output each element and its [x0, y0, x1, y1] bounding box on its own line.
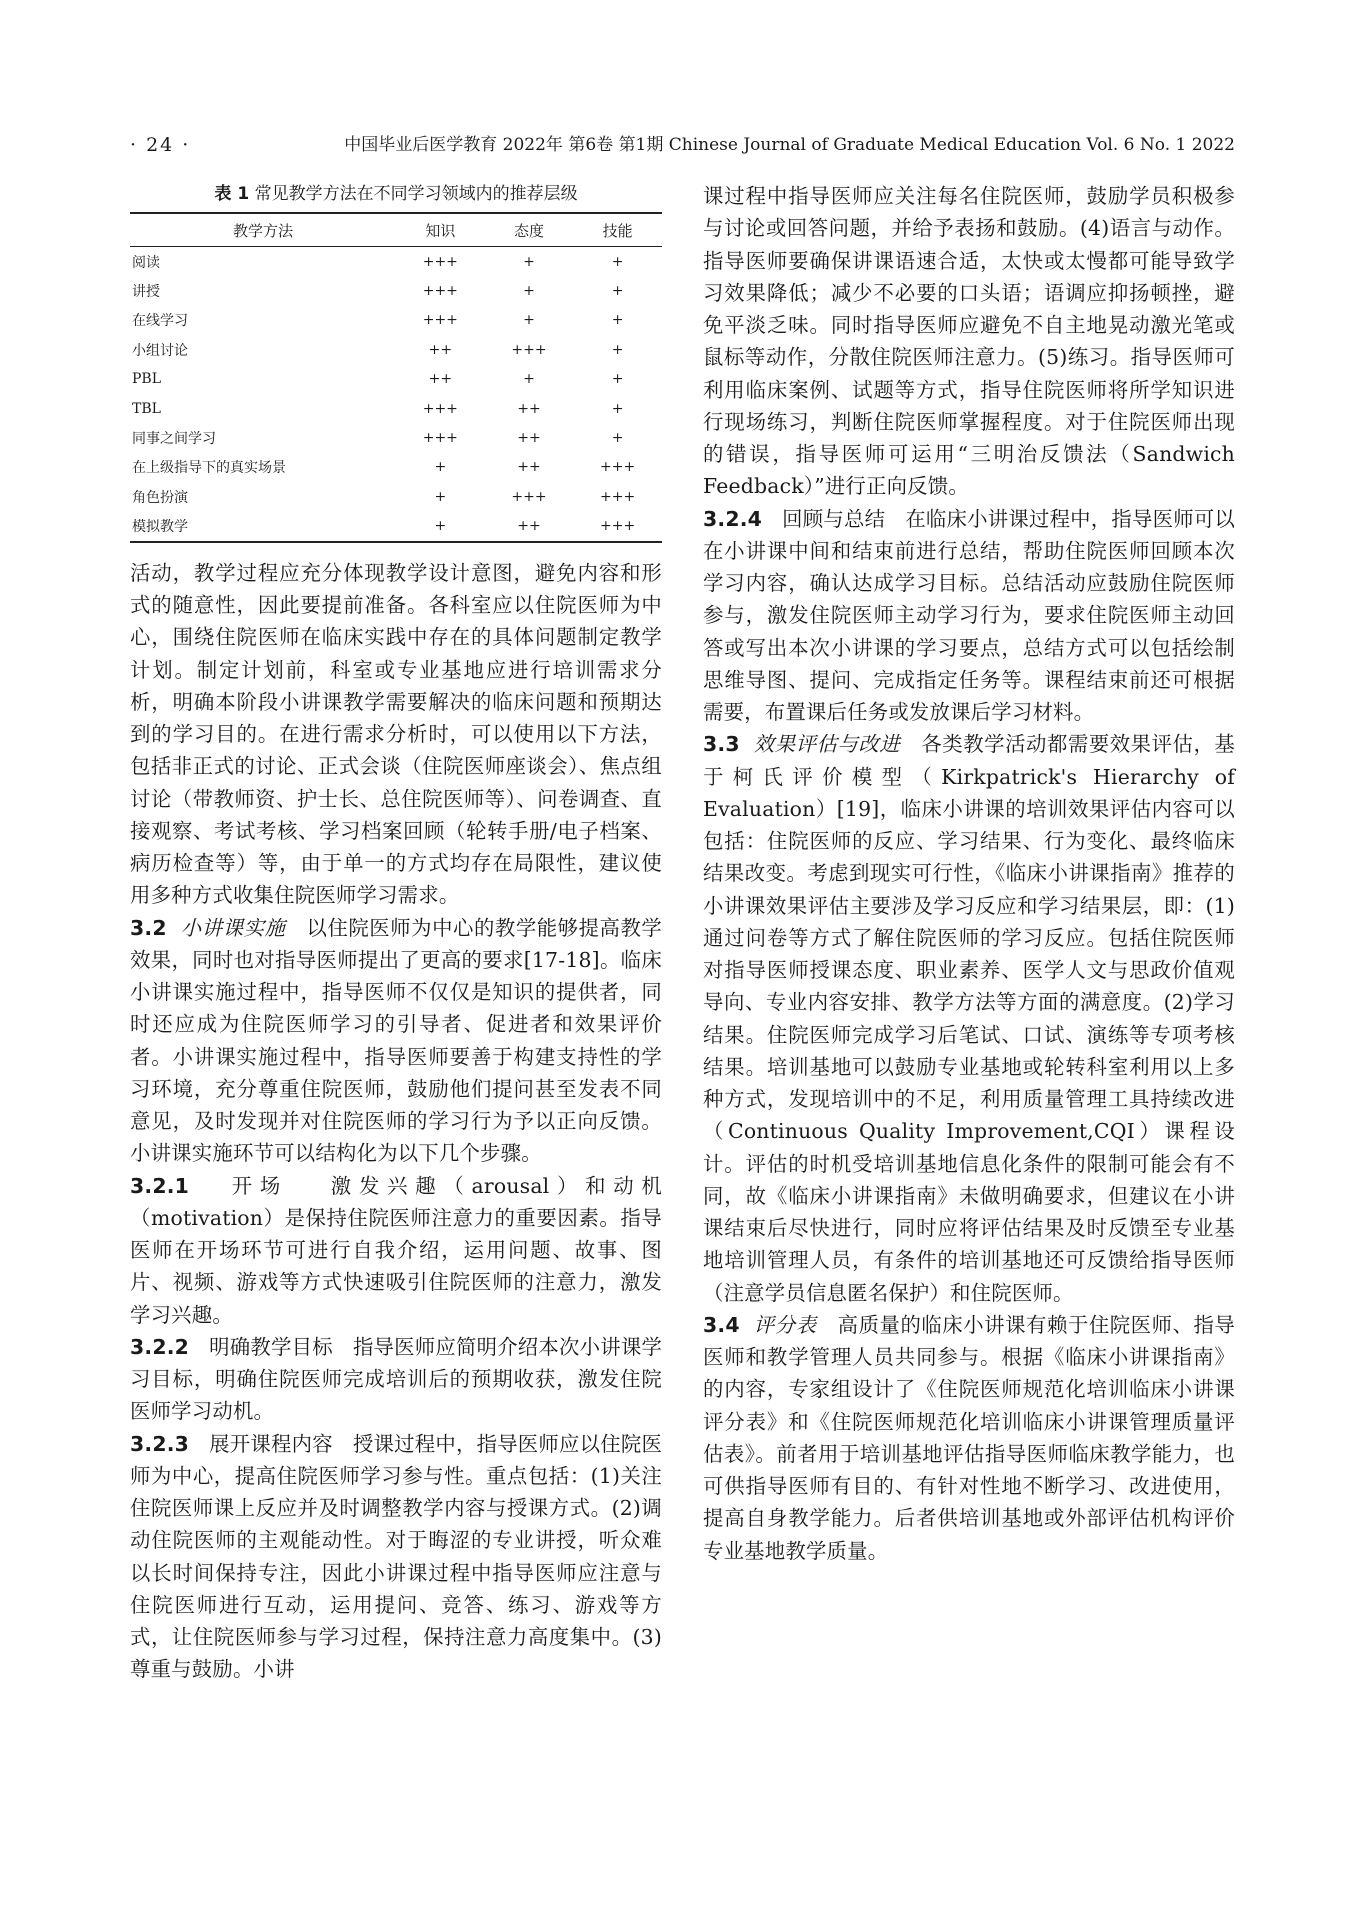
right-column [703, 180, 1235, 1567]
section-number: 3.3 [703, 732, 740, 757]
section-title: 评分表 [753, 1312, 817, 1337]
table-cell: + [523, 283, 535, 300]
table-cell: + [434, 459, 447, 476]
table-cell: +++ [422, 253, 458, 270]
paragraph: 活动，教学过程应充分体现教学设计意图，避免内容和形式的随意性，因此要提前准备。各科室应以住院医师为中心，围绕住院医师在临床实践中存在的具体问题制定教学计划。制定计划前，科室或专业基地应进行培训需求分析，明确本阶段小讲课教学需要解决的临床问题和预期达到的学习目的。在进行需求分析时，可以使用以下方法，包括非正式的讨论、正式会谈（住院医师座谈会）、焦点组讨论（带教师资、护士长、总住院医师等）、问卷调查、直接观察、考试考核、学习档案回顾（轮转手册/电子档案、病历检查等）等，由于单一的方式均存在局限性，建议使用多种方式收集住院医师学习需求。 [130, 560, 662, 908]
journal-title: 中国毕业后医学教育 2022年 第6卷 第1期 Chinese Journal of Graduate Medical Education Vol. 6 No. 1 2022 [344, 135, 1235, 155]
table-cell: +++ [600, 459, 636, 476]
table-cell: PBL [132, 371, 162, 388]
section-title: 明确教学目标 [209, 1334, 333, 1359]
table-header-cell: 技能 [573, 213, 662, 247]
section-3-2-2 [130, 1331, 662, 1428]
table-cell: 在上级指导下的真实场景 [132, 460, 286, 477]
table-cell: ++ [517, 400, 541, 417]
section-number: 3.2 [130, 915, 167, 940]
table-cell: ++ [428, 371, 453, 388]
table-cell: + [611, 312, 624, 329]
table-cell: ++ [428, 341, 453, 358]
table-row [130, 276, 662, 305]
section-3-4 [703, 1309, 1235, 1567]
table-cell: +++ [422, 283, 458, 300]
section-3-2-4 [703, 503, 1235, 729]
table-header-cell: 教学方法 [130, 213, 396, 247]
section-text: 指导医师应简明介绍本次小讲课学习目标，明确住院医师完成培训后的预期收获，激发住院医师学习动机。 [130, 1334, 663, 1424]
table-cell: +++ [511, 341, 547, 358]
table-header-cell: 知识 [396, 213, 485, 247]
table-row [130, 423, 662, 452]
running-header [130, 130, 1235, 160]
section-number: 3.2.1 [130, 1173, 190, 1198]
table-row [130, 512, 662, 542]
table-row [130, 394, 662, 423]
section-3-2-1 [130, 1170, 662, 1331]
table-cell: 小组讨论 [132, 342, 188, 359]
table-cell: ++ [485, 512, 574, 542]
table-cell: 在线学习 [132, 313, 188, 330]
section-title: 回顾与总结 [782, 506, 886, 531]
table-label: 表 1 [214, 184, 250, 204]
section-number: 3.2.2 [130, 1334, 190, 1359]
section-text: 以住院医师为中心的教学能够提高教学效果，同时也对指导医师提出了更高的要求[17-18]。临床小讲课实施过程中，指导医师不仅仅是知识的提供者，同时还应成为住院医师学习的引导者、促进者和效果评价者。小讲课实施过程中，指导医师要善于构建支持性的学习环境，充分尊重住院医师，鼓励他们提问甚至发表不同意见，及时发现并对住院医师的学习行为予以正向反馈。小讲课实施环节可以结构化为以下几个步骤。 [130, 915, 662, 1166]
section-3-2-3 [130, 1428, 662, 1686]
table-row [130, 306, 662, 335]
table-cell: + [523, 312, 535, 329]
section-text: 各类教学活动都需要效果评估，基于柯氏评价模型（Kirkpatrick's Hierarchy of Evaluation）[19]，临床小讲课的培训效果评估内容可以包括：住院医师的反应、学习结果、行为变化、最终临床结果改变。考虑到现实可行性，《临床小讲课指南》推荐的小讲课效果评估主要涉及学习反应和学习结果层，即：(1)通过问卷等方式了解住院医师的学习反应。包括住院医师对指导医师授课态度、职业素养、医学人文与思政价值观导向、专业内容安排、教学方法等方面的满意度。(2)学习结果。住院医师完成学习后笔试、口试、演练等专项考核结果。培训基地可以鼓励专业基地或轮转科室利用以上多种方式，发现培训中的不足，利用质量管理工具持续改进（Continuous Quality Improvement,CQI）课程设计。评估的时机受培训基地信息化条件的限制可能会有不同，故《临床小讲课指南》未做明确要求，但建议在小讲课结束后尽快进行，同时应将评估结果及时反馈至专业基地培训管理人员，有条件的培训基地还可反馈给指导医师（注意学员信息匿名保护）和住院医师。 [703, 732, 1235, 1305]
section-title: 展开课程内容 [209, 1431, 333, 1456]
table-cell: +++ [422, 400, 458, 417]
section-number: 3.4 [703, 1312, 740, 1337]
recommendation-table [130, 212, 662, 543]
section-3-3 [703, 728, 1235, 1309]
table-cell: +++ [511, 488, 547, 505]
paragraph: 课过程中指导医师应关注每名住院医师，鼓励学员积极参与讨论或回答问题，并给予表扬和鼓励。(4)语言与动作。指导医师要确保讲课语速合适，太快或太慢都可能导致学习效果降低；减少不必要的口头语；语调应抑扬顿挫，避免平淡乏味。同时指导医师应避免不自主地晃动激光笔或鼠标等动作，分散住院医师注意力。(5)练习。指导医师可利用临床案例、试题等方式，指导住院医师将所学知识进行现场练习，判断住院医师掌握程度。对于住院医师出现的错误，指导医师可运用“三明治反馈法（Sandwich Feedback）”进行正向反馈。 [703, 184, 1235, 499]
table-cell: + [523, 253, 535, 270]
table-row [130, 365, 662, 394]
table-header-row [130, 213, 662, 247]
page-number: · 24 · [130, 134, 191, 156]
section-text: 激发兴趣（arousal）和动机（motivation）是保持住院医师注意力的重要因素。指导医师在开场环节可进行自我介绍，运用问题、故事、图片、视频、游戏等方式快速吸引住院医师的注意力，激发学习兴趣。 [130, 1173, 662, 1327]
table-cell: 同事之间学习 [132, 431, 216, 448]
table-cell: + [611, 341, 624, 358]
section-3-2 [130, 912, 662, 1170]
table-cell: TBL [132, 400, 161, 417]
table-cell: + [611, 253, 624, 270]
table-cell: + [611, 371, 624, 388]
section-number: 3.2.3 [130, 1431, 190, 1456]
section-title: 开场 [231, 1173, 289, 1198]
table-cell: +++ [422, 312, 458, 329]
section-number: 3.2.4 [703, 506, 763, 531]
left-column [130, 180, 662, 1686]
table-cell: + [611, 400, 624, 417]
table-cell: + [434, 488, 447, 505]
table-cell: +++ [422, 430, 458, 447]
table-body [130, 247, 662, 542]
table-cell: ++ [517, 459, 541, 476]
section-text: 高质量的临床小讲课有赖于住院医师、指导医师和教学管理人员共同参与。根据《临床小讲课指南》的内容，专家组设计了《住院医师规范化培训临床小讲课评分表》和《住院医师规范化培训临床小讲课管理质量评估表》。前者用于培训基地评估指导医师临床教学能力，也可供指导医师有目的、有针对性地不断学习、改进使用，提高自身教学能力。后者供培训基地或外部评估机构评价专业基地教学质量。 [703, 1312, 1235, 1563]
table-header-cell: 态度 [485, 213, 574, 247]
section-title: 小讲课实施 [180, 915, 286, 940]
table-row [130, 247, 662, 277]
table-cell: 角色扮演 [132, 489, 188, 506]
table-cell: +++ [573, 512, 662, 542]
table-cell: + [611, 283, 624, 300]
table-cell: 讲授 [132, 284, 160, 301]
section-title: 效果评估与改进 [753, 732, 901, 757]
table-cell: + [396, 512, 485, 542]
table-caption [130, 180, 662, 208]
table-cell: + [611, 430, 624, 447]
table-row [130, 482, 662, 511]
table-cell: 阅读 [132, 254, 160, 271]
table-cell: +++ [600, 488, 636, 505]
table-row [130, 453, 662, 482]
table-cell: + [523, 371, 535, 388]
table-row [130, 335, 662, 364]
section-text: 授课过程中，指导医师应以住院医师为中心，提高住院医师学习参与性。重点包括：(1)关注住院医师课上反应并及时调整教学内容与授课方式。(2)调动住院医师的主观能动性。对于晦涩的专业讲授，听众难以长时间保持专注，因此小讲课过程中指导医师应注意与住院医师进行互动，运用提问、竞答、练习、游戏等方式，让住院医师参与学习过程，保持注意力高度集中。(3)尊重与鼓励。小讲 [130, 1431, 663, 1682]
table-cell: ++ [517, 430, 541, 447]
table-title: 常见教学方法在不同学习领域内的推荐层级 [254, 184, 578, 204]
section-text: 在临床小讲课过程中，指导医师可以在小讲课中间和结束前进行总结，帮助住院医师回顾本次学习内容，确认达成学习目标。总结活动应鼓励住院医师参与，激发住院医师主动学习行为，要求住院医师主动回答或写出本次小讲课的学习要点，总结方式可以包括绘制思维导图、提问、完成指定任务等。课程结束前还可根据需要，布置课后任务或发放课后学习材料。 [703, 506, 1236, 724]
table-cell: 模拟教学 [130, 512, 396, 542]
